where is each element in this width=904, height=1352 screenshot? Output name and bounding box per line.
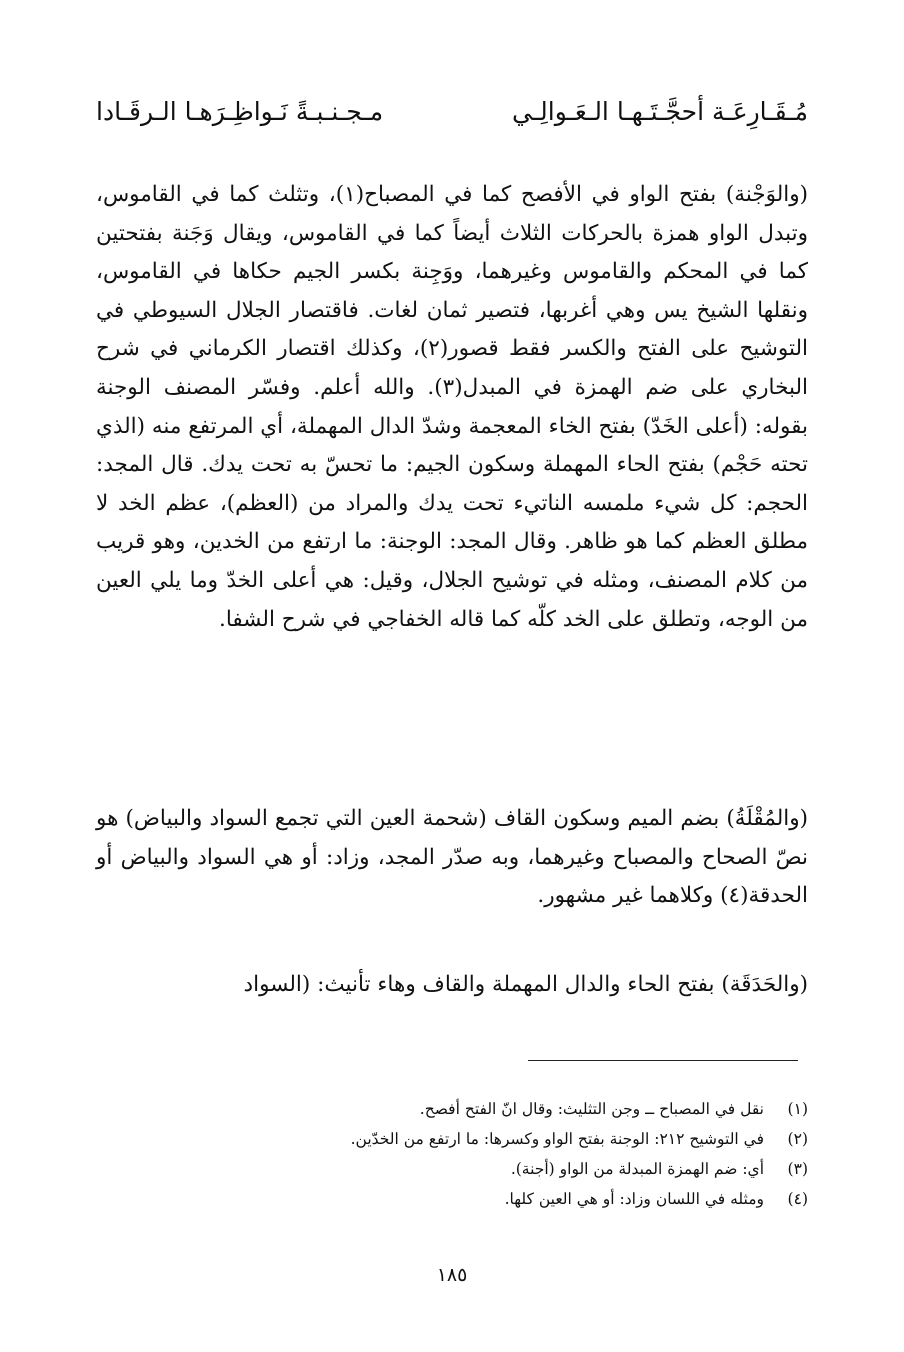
footnote: [96, 1184, 808, 1214]
footnote: [96, 1154, 808, 1184]
verse-hemistich-first: مُـقَـارِعَـة أحجَّـتَـهـا الـعَـوالِـي: [511, 97, 808, 126]
paragraph-wajna: (والوَجْنة) بفتح الواو في الأفصح كما في المصباح(١)، وتثلث كما في القاموس، وتبدل الواو همزة بالحركات الثلاث أيضاً كما في القاموس، ويقال وَجَنة بفتحتين كما في المحكم والقاموس وغيرهما، ووَجِنة بكسر الجيم حكاها في القاموس، ونقلها الشيخ يس وهي أغربها، فتصير ثمان لغات. فاقتصار الجلال السيوطي في التوشيح على الفتح والكسر فقط قصور(٢)، وكذلك اقتصار الكرماني في شرح البخاري على ضم الهمزة في المبدل(٣). والله أعلم. وفسّر المصنف الوجنة بقوله: (أعلى الخَدّ) بفتح الخاء المعجمة وشدّ الدال المهملة، أي المرتفع منه (الذي تحته حَجْم) بفتح الحاء المهملة وسكون الجيم: ما تحسّ به تحت يدك. قال المجد: الحجم: كل شيء ملمسه الناتيء تحت يدك والمراد من (العظم)، عظم الخد لا مطلق العظم كما هو ظاهر. وقال المجد: الوجنة: ما ارتفع من الخدين، وهو قريب من كلام المصنف، ومثله في توشيح الجلال، وقيل: هي أعلى الخدّ وما يلي العين من الوجه، وتطلق على الخد كلّه كما قاله الخفاجي في شرح الشفا.: [96, 182, 808, 632]
footnote-text: ومثله في اللسان وزاد: أو هي العين كلها.: [504, 1190, 764, 1208]
footnote: [96, 1094, 808, 1124]
footnote-number: (٢): [787, 1130, 808, 1148]
footnote-text: نقل في المصباح ــ وجن التثليث: وقال انّ الفتح أفصح.: [419, 1100, 764, 1118]
poem-verse: [96, 92, 808, 132]
footnote-text: أي: ضم الهمزة المبدلة من الواو (أجنة).: [510, 1160, 764, 1178]
footnote: [96, 1124, 808, 1154]
footnote-text: في التوشيح ٢١٢: الوجنة بفتح الواو وكسرها: ما ارتفع من الخدّين.: [350, 1130, 764, 1148]
paragraph-muqla: (والمُقْلَةُ) بضم الميم وسكون القاف (شحمة العين التي تجمع السواد والبياض) هو نصّ الصحاح والمصباح وغيرهما، وبه صدّر المجد، وزاد: أو هي السواد والبياض أو الحدقة(٤) وكلاهما غير مشهور.: [96, 806, 808, 909]
footnote-separator: [528, 1060, 798, 1061]
verse-hemistich-second: مـجـنـبـةً نَـواظِـرَهـا الـرقَـادا: [96, 97, 384, 126]
paragraph-hadaqa: (والحَدَقَة) بفتح الحاء والدال المهملة والقاف وهاء تأنيث: (السواد: [243, 972, 808, 997]
footnote-number: (٤): [787, 1190, 808, 1208]
page-number: ١٨٥: [436, 1264, 468, 1286]
footnotes: [96, 1094, 808, 1214]
footnote-number: (٣): [787, 1160, 808, 1178]
footnote-number: (١): [787, 1100, 808, 1118]
